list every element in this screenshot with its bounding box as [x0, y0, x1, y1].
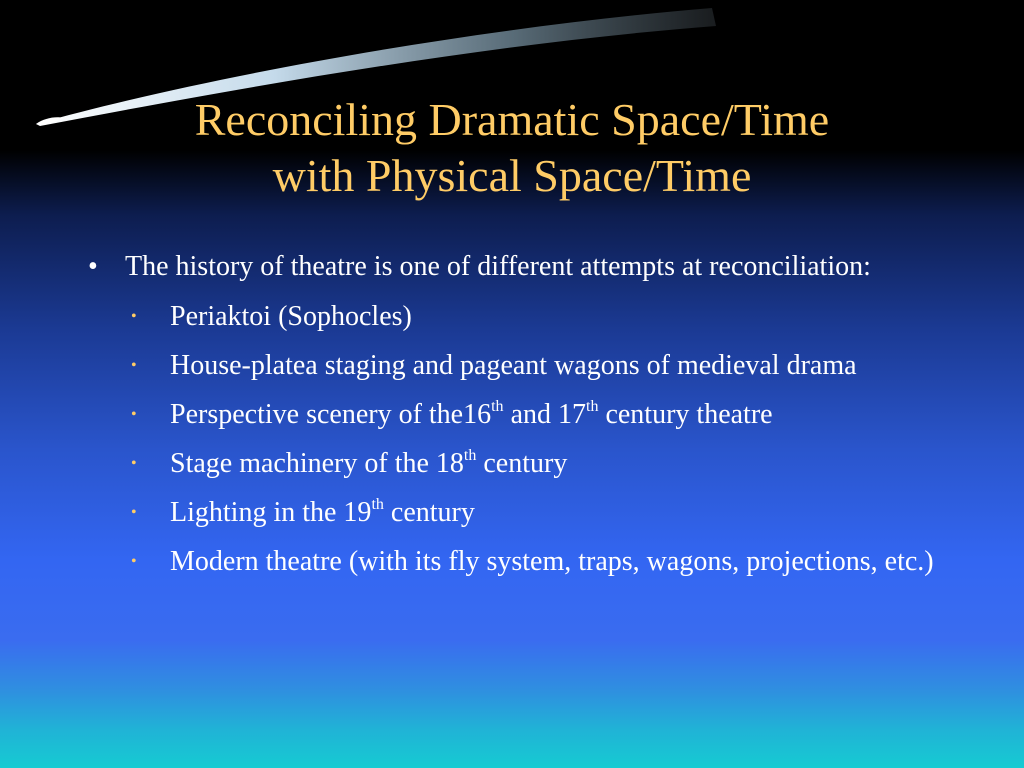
- slide-body: [80, 248, 960, 590]
- sub-bullet-marker: •: [131, 308, 137, 325]
- sub-bullet-marker: •: [131, 406, 137, 423]
- sub-bullet-text: [170, 497, 475, 528]
- text-part: Stage machinery of the 18: [170, 448, 464, 479]
- text-part: Perspective scenery of the16: [170, 399, 492, 430]
- superscript: th: [491, 398, 504, 415]
- sub-bullet-item: [80, 345, 960, 387]
- sub-bullet-text: Modern theatre (with its fly system, traps, wagons, projections, etc.): [170, 546, 934, 577]
- text-part: century: [383, 497, 475, 528]
- sub-bullet-item: [80, 541, 960, 583]
- main-bullet-text: The history of theatre is one of different attempts at reconciliation:: [125, 251, 871, 282]
- slide-title: [0, 92, 1024, 204]
- text-part: century: [476, 448, 568, 479]
- superscript: th: [371, 496, 384, 513]
- sub-bullet-text: House-platea staging and pageant wagons of medieval drama: [170, 350, 857, 381]
- text-part: and 17: [503, 399, 586, 430]
- sub-bullet-item: [80, 296, 960, 338]
- sub-bullet-text: [170, 448, 567, 479]
- sub-bullet-text: [170, 399, 773, 430]
- text-part: century theatre: [598, 399, 773, 430]
- sub-bullet-marker: •: [131, 553, 137, 570]
- main-bullet-marker: •: [88, 251, 98, 282]
- sub-bullet-item: [80, 443, 960, 485]
- superscript: th: [463, 447, 477, 464]
- title-line-1: Reconciling Dramatic Space/Time: [194, 94, 830, 145]
- superscript: th: [586, 398, 599, 415]
- sub-bullet-text: Periaktoi (Sophocles): [170, 301, 412, 332]
- sub-bullet-item: [80, 492, 960, 534]
- title-line-2: with Physical Space/Time: [272, 150, 752, 201]
- sub-bullet-marker: •: [131, 504, 137, 521]
- main-bullet-item: [80, 248, 960, 286]
- sub-bullet-marker: •: [131, 357, 137, 374]
- sub-bullet-item: [80, 394, 960, 436]
- sub-bullet-marker: •: [131, 455, 137, 472]
- text-part: Lighting in the 19: [170, 497, 372, 528]
